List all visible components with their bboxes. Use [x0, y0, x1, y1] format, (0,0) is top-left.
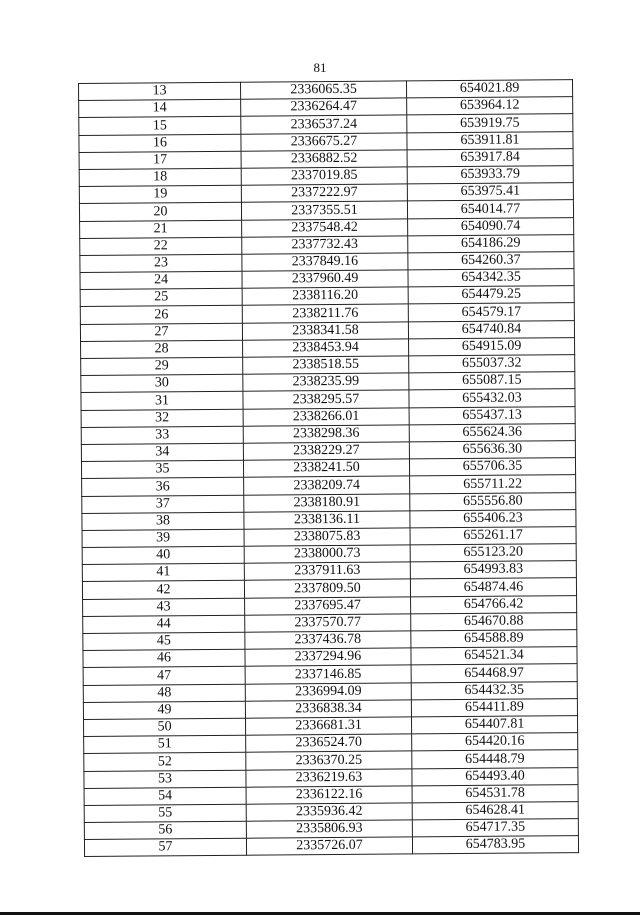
x-coordinate-cell: 2338229.27	[243, 442, 409, 460]
x-coordinate-cell: 2336219.63	[246, 768, 412, 786]
point-number-cell: 41	[82, 563, 244, 581]
y-coordinate-cell: 655437.13	[409, 406, 575, 424]
x-coordinate-cell: 2337960.49	[242, 270, 408, 288]
y-coordinate-cell: 655556.80	[410, 492, 576, 510]
point-number-cell: 16	[79, 134, 241, 152]
point-number-cell: 55	[84, 804, 246, 822]
x-coordinate-cell: 2338075.83	[244, 528, 410, 546]
y-coordinate-cell: 654531.78	[412, 784, 578, 802]
y-coordinate-cell: 654740.84	[408, 320, 574, 338]
y-coordinate-cell: 654342.35	[408, 269, 574, 287]
y-coordinate-cell: 654432.35	[411, 681, 577, 699]
coordinates-table-body	[79, 80, 579, 857]
y-coordinate-cell: 654014.77	[407, 200, 573, 218]
y-coordinate-cell: 655624.36	[409, 423, 575, 441]
point-number-cell: 13	[79, 82, 241, 100]
x-coordinate-cell: 2337911.63	[244, 562, 410, 580]
point-number-cell: 30	[81, 374, 243, 392]
x-coordinate-cell: 2336537.24	[241, 115, 407, 133]
x-coordinate-cell: 2337548.42	[242, 218, 408, 236]
x-coordinate-cell: 2338341.58	[242, 322, 408, 340]
x-coordinate-cell: 2337355.51	[241, 201, 407, 219]
y-coordinate-cell: 654407.81	[411, 716, 577, 734]
point-number-cell: 43	[83, 598, 245, 616]
x-coordinate-cell: 2336122.16	[246, 786, 412, 804]
x-coordinate-cell: 2338241.50	[243, 459, 409, 477]
x-coordinate-cell: 2337294.96	[245, 648, 411, 666]
y-coordinate-cell: 653911.81	[407, 131, 573, 149]
x-coordinate-cell: 2337019.85	[241, 167, 407, 185]
point-number-cell: 40	[82, 546, 244, 564]
point-number-cell: 56	[84, 821, 246, 839]
point-number-cell: 51	[84, 735, 246, 753]
x-coordinate-cell: 2338209.74	[244, 476, 410, 494]
point-number-cell: 26	[80, 306, 242, 324]
x-coordinate-cell: 2335936.42	[246, 803, 412, 821]
point-number-cell: 35	[81, 460, 243, 478]
x-coordinate-cell: 2336264.47	[241, 98, 407, 116]
table-row	[84, 836, 578, 857]
x-coordinate-cell: 2338295.57	[243, 390, 409, 408]
y-coordinate-cell: 653964.12	[407, 97, 573, 115]
x-coordinate-cell: 2338518.55	[243, 356, 409, 374]
y-coordinate-cell: 654588.89	[411, 630, 577, 648]
point-number-cell: 50	[83, 718, 245, 736]
point-number-cell: 42	[82, 581, 244, 599]
x-coordinate-cell: 2337809.50	[244, 579, 410, 597]
point-number-cell: 48	[83, 684, 245, 702]
y-coordinate-cell: 655037.32	[409, 355, 575, 373]
y-coordinate-cell: 653917.84	[407, 148, 573, 166]
y-coordinate-cell: 654579.17	[408, 303, 574, 321]
y-coordinate-cell: 654874.46	[410, 578, 576, 596]
x-coordinate-cell: 2336838.34	[245, 700, 411, 718]
x-coordinate-cell: 2337570.77	[245, 614, 411, 632]
y-coordinate-cell: 654915.09	[409, 337, 575, 355]
point-number-cell: 19	[79, 185, 241, 203]
point-number-cell: 20	[79, 203, 241, 221]
y-coordinate-cell: 653933.79	[407, 166, 573, 184]
point-number-cell: 23	[80, 254, 242, 272]
point-number-cell: 21	[80, 220, 242, 238]
point-number-cell: 32	[81, 409, 243, 427]
x-coordinate-cell: 2336370.25	[246, 751, 412, 769]
x-coordinate-cell: 2337146.85	[245, 665, 411, 683]
page-number: 81	[313, 60, 327, 75]
point-number-cell: 31	[81, 392, 243, 410]
point-number-cell: 34	[81, 443, 243, 461]
x-coordinate-cell: 2337436.78	[245, 631, 411, 649]
y-coordinate-cell: 655406.23	[410, 509, 576, 527]
x-coordinate-cell: 2338000.73	[244, 545, 410, 563]
x-coordinate-cell: 2337732.43	[242, 236, 408, 254]
point-number-cell: 29	[81, 357, 243, 375]
y-coordinate-cell: 654521.34	[411, 647, 577, 665]
x-coordinate-cell: 2338266.01	[243, 407, 409, 425]
x-coordinate-cell: 2335806.93	[246, 820, 412, 838]
point-number-cell: 24	[80, 271, 242, 289]
y-coordinate-cell: 654420.16	[412, 733, 578, 751]
y-coordinate-cell: 655261.17	[410, 526, 576, 544]
x-coordinate-cell: 2338298.36	[243, 425, 409, 443]
x-coordinate-cell: 2338136.11	[244, 511, 410, 529]
y-coordinate-cell: 654479.25	[408, 286, 574, 304]
y-coordinate-cell: 654411.89	[411, 698, 577, 716]
point-number-cell: 57	[84, 838, 246, 856]
x-coordinate-cell: 2338235.99	[243, 373, 409, 391]
x-coordinate-cell: 2337222.97	[241, 184, 407, 202]
y-coordinate-cell: 655711.22	[410, 475, 576, 493]
point-number-cell: 49	[83, 701, 245, 719]
x-coordinate-cell: 2338116.20	[242, 287, 408, 305]
point-number-cell: 38	[82, 512, 244, 530]
point-number-cell: 15	[79, 117, 241, 135]
y-coordinate-cell: 655636.30	[409, 441, 575, 459]
point-number-cell: 22	[80, 237, 242, 255]
point-number-cell: 53	[84, 770, 246, 788]
y-coordinate-cell: 654628.41	[412, 801, 578, 819]
x-coordinate-cell: 2336681.31	[245, 717, 411, 735]
y-coordinate-cell: 654090.74	[408, 217, 574, 235]
y-coordinate-cell: 654186.29	[408, 234, 574, 252]
x-coordinate-cell: 2337695.47	[245, 597, 411, 615]
y-coordinate-cell: 654783.95	[412, 836, 578, 854]
x-coordinate-cell: 2335726.07	[246, 837, 412, 855]
y-coordinate-cell: 653975.41	[407, 183, 573, 201]
x-coordinate-cell: 2336675.27	[241, 132, 407, 150]
x-coordinate-cell: 2336882.52	[241, 150, 407, 168]
point-number-cell: 27	[80, 323, 242, 341]
point-number-cell: 36	[82, 478, 244, 496]
x-coordinate-cell: 2336524.70	[246, 734, 412, 752]
y-coordinate-cell: 655432.03	[409, 389, 575, 407]
y-coordinate-cell: 655706.35	[409, 458, 575, 476]
point-number-cell: 37	[82, 495, 244, 513]
y-coordinate-cell: 654670.88	[411, 612, 577, 630]
x-coordinate-cell: 2336994.09	[245, 682, 411, 700]
coordinates-table	[78, 79, 579, 857]
y-coordinate-cell: 655087.15	[409, 372, 575, 390]
y-coordinate-cell: 654448.79	[412, 750, 578, 768]
point-number-cell: 45	[83, 632, 245, 650]
y-coordinate-cell: 654766.42	[411, 595, 577, 613]
point-number-cell: 52	[84, 753, 246, 771]
point-number-cell: 46	[83, 649, 245, 667]
x-coordinate-cell: 2337849.16	[242, 253, 408, 271]
y-coordinate-cell: 654717.35	[412, 819, 578, 837]
y-coordinate-cell: 654260.37	[408, 251, 574, 269]
point-number-cell: 25	[80, 288, 242, 306]
y-coordinate-cell: 653919.75	[407, 114, 573, 132]
x-coordinate-cell: 2336065.35	[240, 81, 406, 99]
point-number-cell: 18	[79, 168, 241, 186]
x-coordinate-cell: 2338453.94	[243, 339, 409, 357]
point-number-cell: 54	[84, 787, 246, 805]
y-coordinate-cell: 654493.40	[412, 767, 578, 785]
y-coordinate-cell: 654468.97	[411, 664, 577, 682]
point-number-cell: 17	[79, 151, 241, 169]
point-number-cell: 39	[82, 529, 244, 547]
y-coordinate-cell: 655123.20	[410, 544, 576, 562]
y-coordinate-cell: 654021.89	[406, 80, 572, 98]
point-number-cell: 28	[81, 340, 243, 358]
point-number-cell: 47	[83, 667, 245, 685]
y-coordinate-cell: 654993.83	[410, 561, 576, 579]
x-coordinate-cell: 2338211.76	[242, 304, 408, 322]
point-number-cell: 33	[81, 426, 243, 444]
point-number-cell: 44	[83, 615, 245, 633]
x-coordinate-cell: 2338180.91	[244, 493, 410, 511]
point-number-cell: 14	[79, 99, 241, 117]
